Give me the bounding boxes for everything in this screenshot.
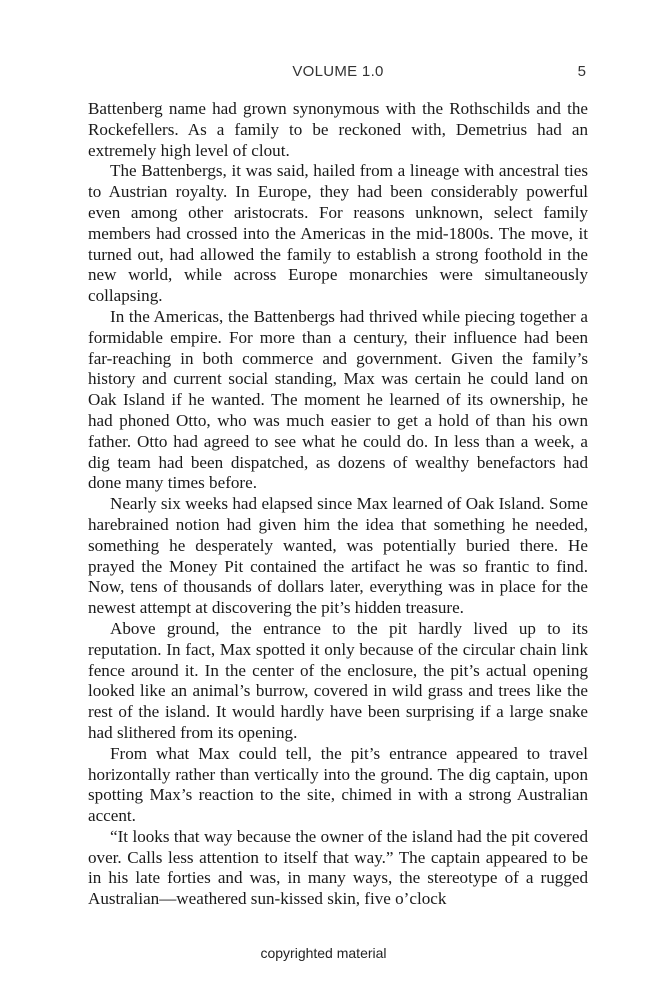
paragraph: The Battenbergs, it was said, hailed from a lineage with ancestral ties to Austrian royalty. In Europe, they had been considerably powerful even among other aristocrats. For reasons unknown, select family members had crossed into the Americas in the mid-1800s. The move, it turned out, had allowed the family to establish a strong foothold in the new world, while across Europe monarchies were simultaneously collapsing. — [88, 161, 588, 306]
body-text — [88, 99, 588, 910]
paragraph: “It looks that way because the owner of the island had the pit covered over. Calls less attention to itself that way.” The captain appeared to be in his late forties and was, in many ways, the stereotype of a rugged Australian—weathered sun-kissed skin, five o’clock — [88, 826, 588, 909]
paragraph: In the Americas, the Battenbergs had thrived while piecing together a formidable empire. For more than a century, their influence had been far-reaching in both commerce and government. Given the family’s history and current social standing, Max was certain he could land on Oak Island if he wanted. The moment he learned of its ownership, he had phoned Otto, who was much easier to get a hold of than his own father. Otto had agreed to see what he could do. In less than a week, a dig team had been dispatched, as dozens of wealthy benefactors had done many times before. — [88, 306, 588, 493]
running-title: VOLUME 1.0 — [292, 63, 384, 80]
copyright-footer: copyrighted material — [260, 945, 387, 961]
paragraph: From what Max could tell, the pit’s entrance appeared to travel horizontally rather than vertically into the ground. The dig captain, upon spotting Max’s reaction to the site, chimed in with a strong Australian accent. — [88, 743, 588, 826]
running-head — [88, 63, 588, 83]
paragraph: Nearly six weeks had elapsed since Max learned of Oak Island. Some harebrained notion had given him the idea that something he needed, something he desperately wanted, was potentially buried there. He prayed the Money Pit contained the artifact he was so frantic to find. Now, tens of thousands of dollars later, everything was in place for the newest attempt at discovering the pit’s hidden treasure. — [88, 494, 588, 618]
paragraph: Above ground, the entrance to the pit hardly lived up to its reputation. In fact, Max spotted it only because of the circular chain link fence around it. In the center of the enclosure, the pit’s actual opening looked like an animal’s burrow, covered in wild grass and trees like the rest of the island. It would hardly have been surprising if a large snake had slithered from its opening. — [88, 618, 588, 742]
paragraph: Battenberg name had grown synonymous with the Rothschilds and the Rockefellers. As a family to be reckoned with, Demetrius had an extremely high level of clout. — [88, 99, 588, 160]
page-number: 5 — [577, 63, 586, 80]
